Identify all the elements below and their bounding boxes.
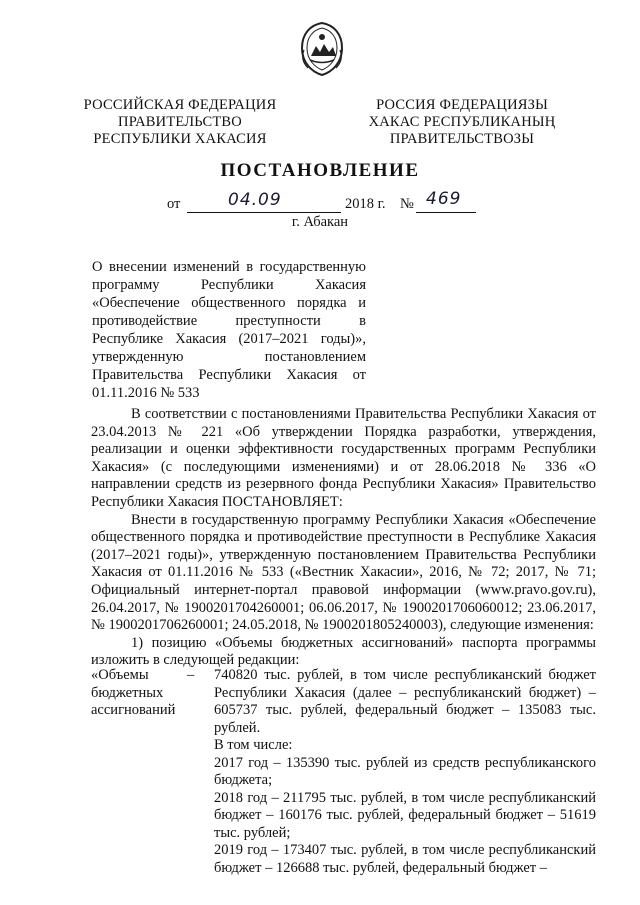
header-right-line: ПРАВИТЕЛЬСТВОЗЫ (389, 131, 535, 147)
header-left-line: РЕСПУБЛИКИ ХАКАСИЯ (93, 131, 267, 147)
coat-of-arms-emblem-icon (296, 20, 348, 78)
header-left-line: ПРАВИТЕЛЬСТВО (118, 114, 242, 130)
city-line: г. Абакан (291, 214, 349, 230)
budget-row: 2019 год – 173407 тыс. рублей, в том числе республиканский бюджет – 126688 тыс. рублей, федеральный бюджет – (214, 842, 596, 876)
year-label: 2018 г. (345, 196, 386, 212)
handwritten-number: 469 (426, 189, 462, 209)
date-underline (187, 212, 341, 213)
budget-table-dash: – (187, 667, 195, 683)
budget-table-values (214, 667, 596, 877)
document-title: ПОСТАНОВЛЕНИЕ (220, 160, 420, 181)
header-right-line: РОССИЯ ФЕДЕРАЦИЯЗЫ (376, 97, 548, 113)
document-body (91, 406, 596, 670)
budget-table-label: «Объемы бюджетных ассигнований (91, 667, 176, 718)
budget-row: 2017 год – 135390 тыс. рублей из средств республиканского бюджета; (214, 754, 596, 788)
number-label: № (400, 196, 414, 212)
dateline (0, 189, 640, 216)
body-paragraph: В соответствии с постановлениями Правительства Республики Хакасия от 23.04.2013 № 221 «Об утверждении Порядка разработки, утверждения, реализации и оценки эффективности государственных программ Республики Хакасия» (с последующими изменениями) и от 28.06.2018 № 336 «О направлении средств из резервного фонда Республики Хакасия» Правительство Республики Хакасия ПОСТАНОВЛЯЕТ: (91, 406, 596, 510)
date-from-label: от (167, 196, 181, 212)
body-paragraph: Внести в государственную программу Республики Хакасия «Обеспечение общественного порядка и противодействие преступности в Республике Хакасия (2017–2021 годы)», утвержденную постановлением Правительства Республики Хакасия от 01.11.2016 № 533 («Вестник Хакасии», 2016, № 72; 2017, № 71; Официальный интернет-портал правовой информации (www.pravo.gov.ru), 26.04.2017, № 1900201704260001; 06.06.2017, № 1900201706060012; 23.06.2017, № 1900201706260001; 24.05.2018, № 1900201805240003), следующие изменения: (91, 511, 596, 634)
body-paragraph: 1) позицию «Объемы бюджетных ассигнований» паспорта программы изложить в следующей редакции: (91, 634, 596, 669)
header-right (362, 97, 562, 148)
header-right-line: ХАКАС РЕСПУБЛИКАНЫҢ (368, 114, 556, 130)
header-left (76, 97, 284, 148)
handwritten-date: 04.09 (228, 190, 282, 210)
number-underline (416, 212, 476, 213)
budget-row: 2018 год – 211795 тыс. рублей, в том числе республиканский бюджет – 160176 тыс. рублей, федеральный бюджет – 51619 тыс. рублей; (214, 789, 596, 841)
document-subject: О внесении изменений в государственную программу Республики Хакасия «Обеспечение общественного порядка и противодействие преступности в Республике Хакасия (2017–2021 годы)», утвержденную постановлением Правительства Республики Хакасия от 01.11.2016 № 533 (92, 259, 366, 401)
header-left-line: РОССИЙСКАЯ ФЕДЕРАЦИЯ (83, 97, 277, 113)
budget-row: 740820 тыс. рублей, в том числе республиканский бюджет Республики Хакасия (далее – республиканский бюджет) – 605737 тыс. рублей, федеральный бюджет – 135083 тыс. рублей. (214, 667, 596, 736)
budget-row: В том числе: (214, 737, 293, 753)
